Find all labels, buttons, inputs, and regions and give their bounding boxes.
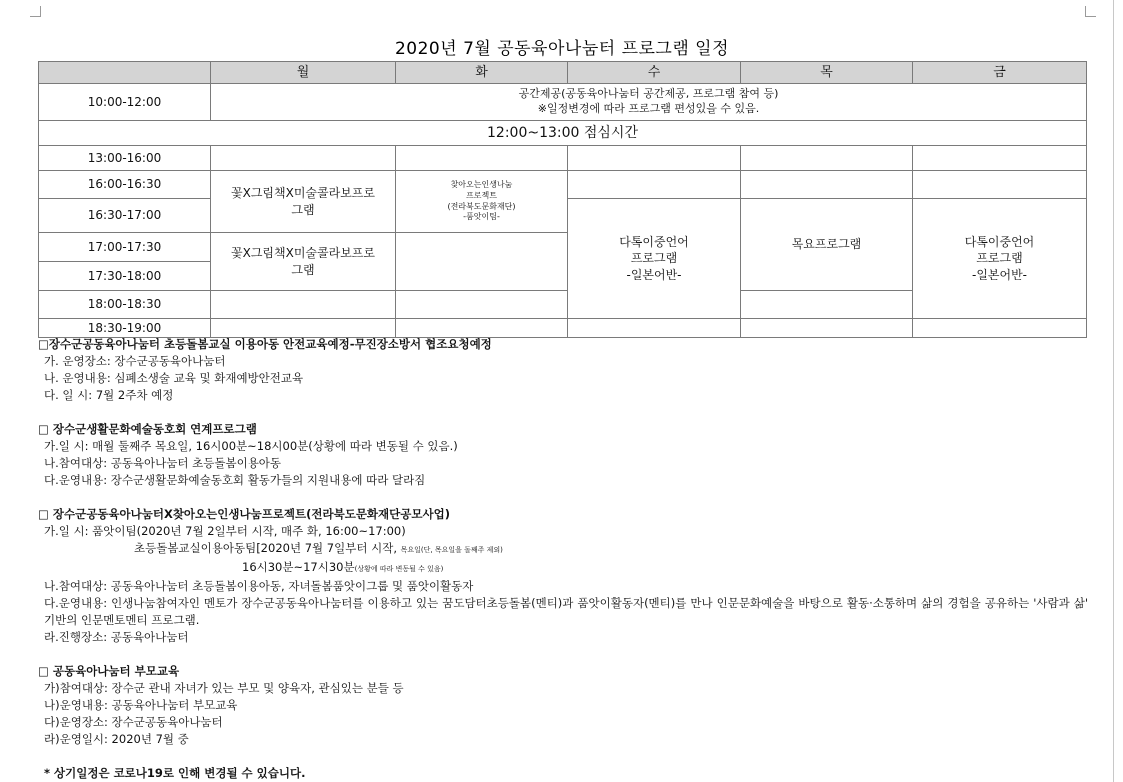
table-row [39, 171, 1087, 199]
notes-section [38, 336, 1088, 782]
wed-program-line: -일본어반- [626, 267, 682, 282]
table-row [39, 146, 1087, 171]
empty-cell [913, 319, 1087, 338]
section-item: 나)운영내용: 공동육아나눔터 부모교육 [44, 698, 238, 712]
wed-program-cell [568, 199, 741, 319]
thu-program-cell: 목요프로그램 [741, 199, 913, 291]
header-day-fri: 금 [913, 62, 1087, 84]
empty-cell [211, 146, 396, 171]
lunch-cell: 12:00~13:00 점심시간 [39, 121, 1087, 146]
footer-notice: * 상기일정은 코로나19로 인해 변경될 수 있습니다. [44, 766, 306, 780]
empty-cell [568, 171, 741, 199]
section-item: 다)운영장소: 장수군공동육아나눔터 [44, 715, 223, 729]
empty-cell [396, 319, 568, 338]
section-item: 가.일 시: 매월 둘째주 목요일, 16시00분~18시00분(상황에 따라 변동될 수 있음.) [44, 439, 458, 453]
time-cell: 16:00-16:30 [39, 171, 211, 199]
time-cell: 17:00-17:30 [39, 233, 211, 262]
schedule-table [38, 61, 1087, 338]
header-row [39, 62, 1087, 84]
tue-program-line: 찾아오는인생나눔 [450, 179, 513, 189]
fri-program-line: -일본어반- [971, 267, 1028, 282]
empty-cell [396, 146, 568, 171]
tue-program-line: 프로젝트 [466, 190, 497, 200]
mon-program-cell-1 [211, 171, 396, 233]
time-cell: 18:30-19:00 [39, 319, 211, 338]
tue-program-cell [396, 171, 568, 233]
section-item: 가)참여대상: 장수군 관내 자녀가 있는 부모 및 양육자, 관심있는 분들 등 [44, 681, 404, 695]
tue-program-line: (전라북도문화재단) [447, 201, 516, 211]
section-heading: □ 장수군생활문화예술동호회 연계프로그램 [38, 422, 257, 436]
time-cell: 17:30-18:00 [39, 262, 211, 291]
section-item: 나.참여대상: 공동육아나눔터 초등돌봄이용아동, 자녀돌봄품앗이그룹 및 품앗이활동자 [44, 579, 474, 593]
mon-program-cell-2 [211, 233, 396, 291]
fri-program-line: 다톡이중언어 [964, 235, 1035, 250]
empty-cell [211, 291, 396, 319]
section-item: 나.참여대상: 공동육아나눔터 초등돌봄이용아동 [44, 456, 282, 470]
section-item: 다.운영내용: 장수군생활문화예술동호회 활동가들의 지원내용에 따라 달라짐 [44, 473, 426, 487]
fri-program-line: 프로그램 [976, 251, 1023, 266]
empty-cell [913, 146, 1087, 171]
header-day-mon: 월 [211, 62, 396, 84]
time-cell: 13:00-16:00 [39, 146, 211, 171]
empty-cell [396, 233, 568, 291]
section-item: 라.진행장소: 공동육아나눔터 [44, 630, 189, 644]
fri-program-cell [913, 199, 1087, 319]
tue-program-line: -품앗이팀- [463, 212, 500, 222]
lunch-row [39, 121, 1087, 146]
empty-cell [741, 291, 913, 319]
document-title: 2020년 7월 공동육아나눔터 프로그램 일정 [394, 39, 730, 59]
wed-program-line: 다톡이중언어 [619, 235, 689, 250]
empty-cell [568, 319, 741, 338]
mon-program-line: 꽃X그림책X미술콜라보프로 [231, 186, 375, 201]
time-cell: 10:00-12:00 [39, 84, 211, 121]
section-item: 다.운영내용: 인생나눔참여자인 멘토가 장수군공동육아나눔터를 이용하고 있는 꿈도담터초등돌봄(멘티)과 품앗이활동자(멘티)를 만나 인문문화예술을 바탕으로 활동·소통하며 삶의 경험을 공유하는 '사람과 삶' 기반의 인문멘토멘티 프로그램. [44, 596, 1088, 627]
section-item: 다. 일 시: 7월 2주차 예정 [44, 388, 174, 402]
empty-cell [211, 319, 396, 338]
morning-line-2: ※일정변경에 따라 프로그램 편성있을 수 있음. [537, 102, 760, 115]
empty-cell [741, 146, 913, 171]
section-item-small-note: 목요일(단, 목요일을 돌째주 제외) [400, 546, 503, 554]
empty-cell [913, 171, 1087, 199]
mon-program-line: 그램 [291, 262, 315, 277]
section-heading: □ 공동육아나눔터 부모교육 [38, 664, 180, 678]
section-item [38, 559, 1088, 578]
time-cell: 18:00-18:30 [39, 291, 211, 319]
header-day-wed: 수 [568, 62, 741, 84]
section-heading: □ 장수군공동육아나눔터X찾아오는인생나눔프로젝트(전라북도문화재단공모사업) [38, 507, 450, 521]
header-day-tue: 화 [396, 62, 568, 84]
section-item-text: 초등돌봄교실이용아동팀[2020년 7월 7일부터 시작, [134, 541, 397, 555]
morning-line-1: 공간제공(공동육아나눔터 공간제공, 프로그램 참여 등) [518, 87, 779, 101]
crop-mark-top-right [1085, 6, 1096, 17]
morning-open-space-cell [211, 84, 1087, 121]
empty-cell [741, 171, 913, 199]
table-row [39, 319, 1087, 338]
section-item-small-note: (상황에 따라 변동될 수 있음) [354, 565, 444, 573]
table-row [39, 84, 1087, 121]
page-edge-line [1113, 0, 1114, 782]
section-heading: □장수군공동육아나눔터 초등돌봄교실 이용아동 안전교육예정-무진장소방서 협조요청예정 [38, 337, 492, 351]
wed-program-line: 프로그램 [630, 251, 678, 266]
section-item [38, 540, 1088, 559]
empty-cell [396, 291, 568, 319]
header-day-thu: 목 [741, 62, 913, 84]
section-item: 나. 운영내용: 심폐소생술 교육 및 화재예방안전교육 [44, 371, 304, 385]
section-item: 라)운영일시: 2020년 7월 중 [44, 732, 189, 746]
header-corner [39, 62, 211, 84]
mon-program-line: 꽃X그림책X미술콜라보프로 [231, 246, 375, 261]
section-item: 가. 운영장소: 장수군공동육아나눔터 [44, 354, 226, 368]
empty-cell [568, 146, 741, 171]
section-item: 가.일 시: 품앗이팀(2020년 7월 2일부터 시작, 매주 화, 16:00~17:00) [44, 524, 406, 538]
mon-program-line: 그램 [291, 202, 315, 217]
empty-cell [741, 319, 913, 338]
section-item-text: 16시30분~17시30분 [242, 560, 355, 574]
crop-mark-top-left [30, 6, 41, 17]
time-cell: 16:30-17:00 [39, 199, 211, 233]
